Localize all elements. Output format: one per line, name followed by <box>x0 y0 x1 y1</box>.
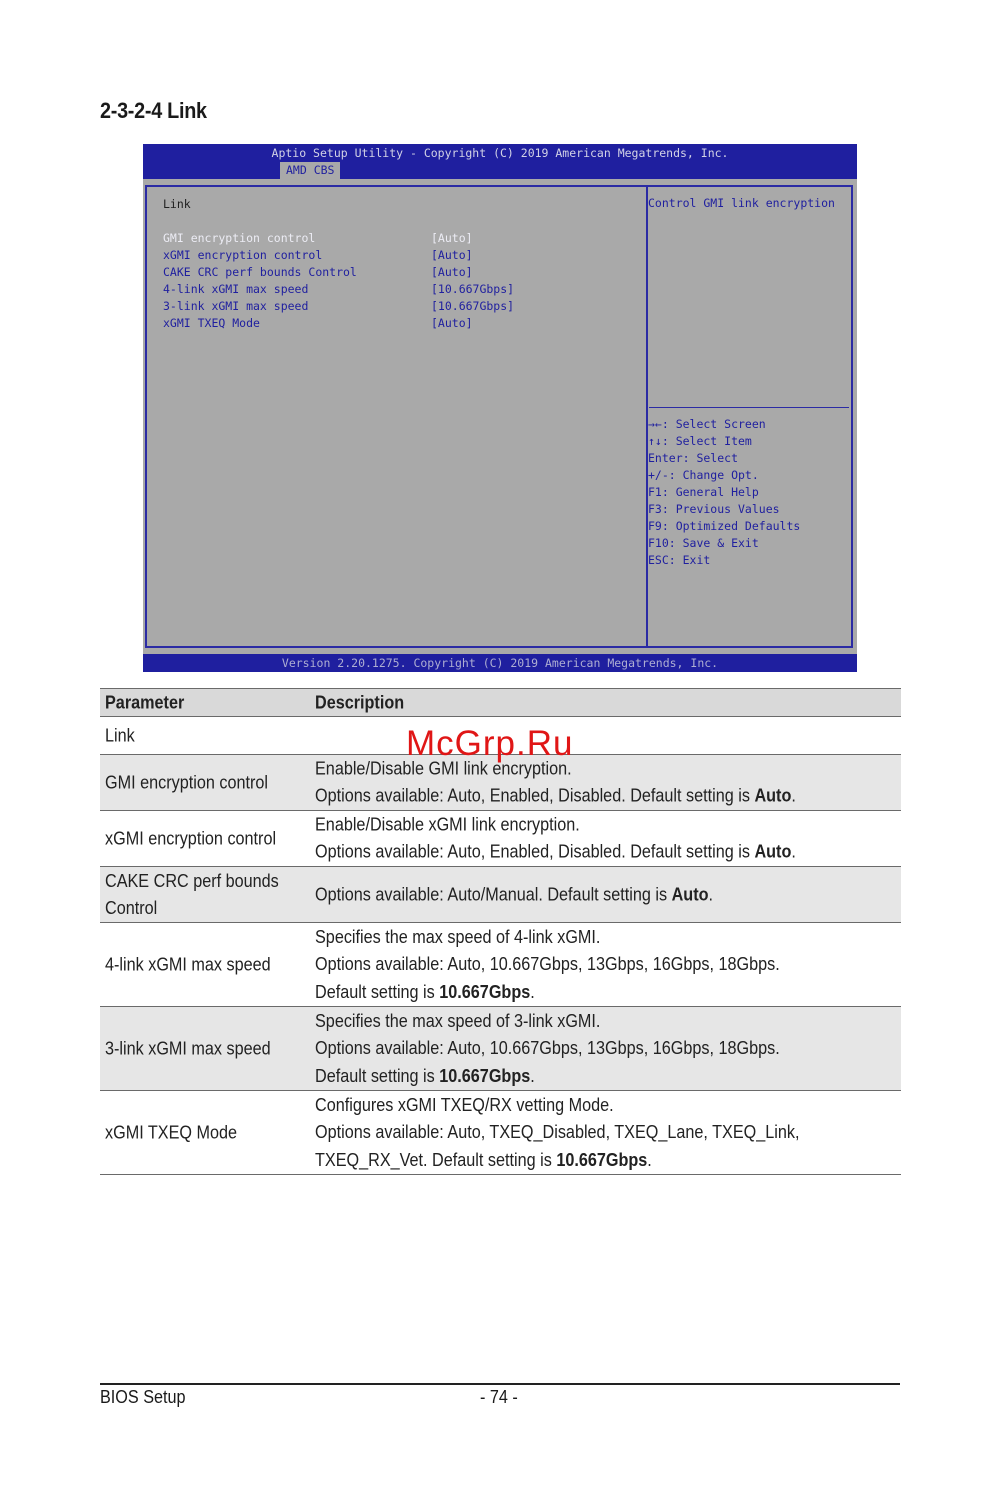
bios-footer: Version 2.20.1275. Copyright (C) 2019 American Megatrends, Inc. <box>143 654 857 672</box>
bios-key-help-line: →←: Select Screen <box>648 417 766 431</box>
table-row <box>100 923 901 1007</box>
description-text: Options available: Auto, 10.667Gbps, 13Gbps, 16Gbps, 18Gbps. <box>315 953 780 974</box>
bios-menu-item-value[interactable]: [Auto] <box>431 316 473 330</box>
bios-key-help-line: F3: Previous Values <box>648 502 780 516</box>
bios-menu-item-value[interactable]: [Auto] <box>431 248 473 262</box>
description-punctuation: . <box>791 785 796 806</box>
bios-key-help-line: ↑↓: Select Item <box>648 434 752 448</box>
description-line <box>315 881 891 909</box>
parameter-name: 4-link xGMI max speed <box>105 954 271 974</box>
description-punctuation: . <box>647 1149 652 1170</box>
parameter-description <box>315 881 891 909</box>
bios-menu-panel <box>145 185 648 648</box>
description-text: Default setting is <box>315 981 440 1002</box>
bios-menu-item-label[interactable]: CAKE CRC perf bounds Control <box>163 265 357 279</box>
footer-section-label: BIOS Setup <box>100 1387 186 1407</box>
bios-menu-item-label[interactable]: xGMI encryption control <box>163 248 323 262</box>
description-text: Default setting is <box>315 1065 440 1086</box>
description-line <box>315 1062 891 1090</box>
parameter-name: CAKE CRC perf bounds Control <box>105 870 279 918</box>
description-text: TXEQ_RX_Vet. Default setting is <box>315 1149 557 1170</box>
bios-header-title: Aptio Setup Utility - Copyright (C) 2019 American Megatrends, Inc. <box>271 146 729 160</box>
parameter-name: xGMI TXEQ Mode <box>105 1122 238 1142</box>
table-header <box>100 688 901 717</box>
description-line <box>315 978 891 1006</box>
bios-key-help-line: F1: General Help <box>648 485 759 499</box>
parameter-description <box>315 1091 891 1174</box>
default-setting: 10.667Gbps <box>439 981 531 1002</box>
description-text: Enable/Disable xGMI link encryption. <box>315 814 580 834</box>
page-number: - 74 - <box>480 1387 518 1407</box>
bios-key-help-line: +/-: Change Opt. <box>648 468 759 482</box>
bios-key-help-line: Enter: Select <box>648 451 739 465</box>
default-setting: Auto <box>671 883 709 904</box>
header-description: Description <box>315 692 405 712</box>
parameter-name: GMI encryption control <box>105 772 268 792</box>
footer-rule <box>100 1383 900 1385</box>
bios-menu-item-label[interactable]: 3-link xGMI max speed <box>163 299 309 313</box>
default-setting: 10.667Gbps <box>439 1065 531 1086</box>
description-line <box>315 811 891 839</box>
header-parameter: Parameter <box>105 692 185 712</box>
description-punctuation: . <box>791 841 796 862</box>
description-line <box>315 839 891 867</box>
table-row <box>100 1007 901 1091</box>
description-text: Configures xGMI TXEQ/RX vetting Mode. <box>315 1094 614 1115</box>
bios-tab-amd-cbs[interactable]: AMD CBS <box>280 162 340 179</box>
parameter-description <box>315 1007 891 1090</box>
bios-menu-item-value[interactable]: [Auto] <box>431 265 473 279</box>
description-text: Options available: Auto, 10.667Gbps, 13Gbps, 16Gbps, 18Gbps. <box>315 1037 780 1058</box>
bios-menu-item-value[interactable]: [10.667Gbps] <box>431 299 515 313</box>
bios-key-help-line: F10: Save & Exit <box>648 536 759 550</box>
parameter-description <box>315 755 891 810</box>
description-text: Options available: Auto, Enabled, Disabled. Default setting is <box>315 785 755 806</box>
bios-header <box>143 144 857 179</box>
bios-menu-heading: Link <box>163 197 191 211</box>
parameter-name: xGMI encryption control <box>105 828 277 848</box>
bios-screenshot <box>143 144 857 672</box>
bios-help-panel <box>645 185 853 648</box>
description-line <box>315 923 891 951</box>
bios-menu-item-label[interactable]: 4-link xGMI max speed <box>163 282 309 296</box>
table-row <box>100 811 901 867</box>
description-line <box>315 1007 891 1035</box>
description-line <box>315 1091 891 1119</box>
parameter-name: 3-link xGMI max speed <box>105 1038 271 1058</box>
description-text: Options available: Auto/Manual. Default setting is <box>315 883 672 904</box>
description-punctuation: . <box>708 883 714 904</box>
bios-key-help-line: ESC: Exit <box>648 553 711 567</box>
default-setting: 10.667Gbps <box>556 1149 648 1170</box>
description-text: Options available: Auto, TXEQ_Disabled, TXEQ_Lane, TXEQ_Link, <box>315 1121 800 1142</box>
parameter-name: Link <box>105 725 135 745</box>
bios-menu-item-value[interactable]: [10.667Gbps] <box>431 282 515 296</box>
description-line <box>315 783 891 811</box>
description-punctuation: . <box>530 981 535 1002</box>
description-line <box>315 1119 891 1147</box>
description-text: Specifies the max speed of 3-link xGMI. <box>315 1010 601 1031</box>
watermark: McGrp.Ru <box>406 724 574 763</box>
description-line <box>315 1035 891 1063</box>
bios-menu-item-value[interactable]: [Auto] <box>431 231 473 245</box>
description-punctuation: . <box>530 1065 535 1086</box>
bios-menu-item-label[interactable]: xGMI TXEQ Mode <box>163 316 260 330</box>
table-row <box>100 867 901 923</box>
bios-help-text: Control GMI link encryption <box>648 196 835 210</box>
description-text: Specifies the max speed of 4-link xGMI. <box>315 926 601 947</box>
bios-key-help-line: F9: Optimized Defaults <box>648 519 801 533</box>
description-line <box>315 951 891 979</box>
description-text: Options available: Auto, Enabled, Disabled. Default setting is <box>315 841 755 862</box>
description-line <box>315 755 891 783</box>
description-line <box>315 1146 891 1174</box>
default-setting: Auto <box>754 785 792 806</box>
bios-menu-item-label[interactable]: GMI encryption control <box>163 231 316 245</box>
parameter-description <box>315 923 891 1006</box>
default-setting: Auto <box>754 841 792 862</box>
description-text: Enable/Disable GMI link encryption. <box>315 758 572 778</box>
bios-help-divider <box>649 407 849 408</box>
parameter-description <box>315 811 891 866</box>
table-row <box>100 1091 901 1175</box>
section-title: 2-3-2-4 Link <box>100 98 207 123</box>
